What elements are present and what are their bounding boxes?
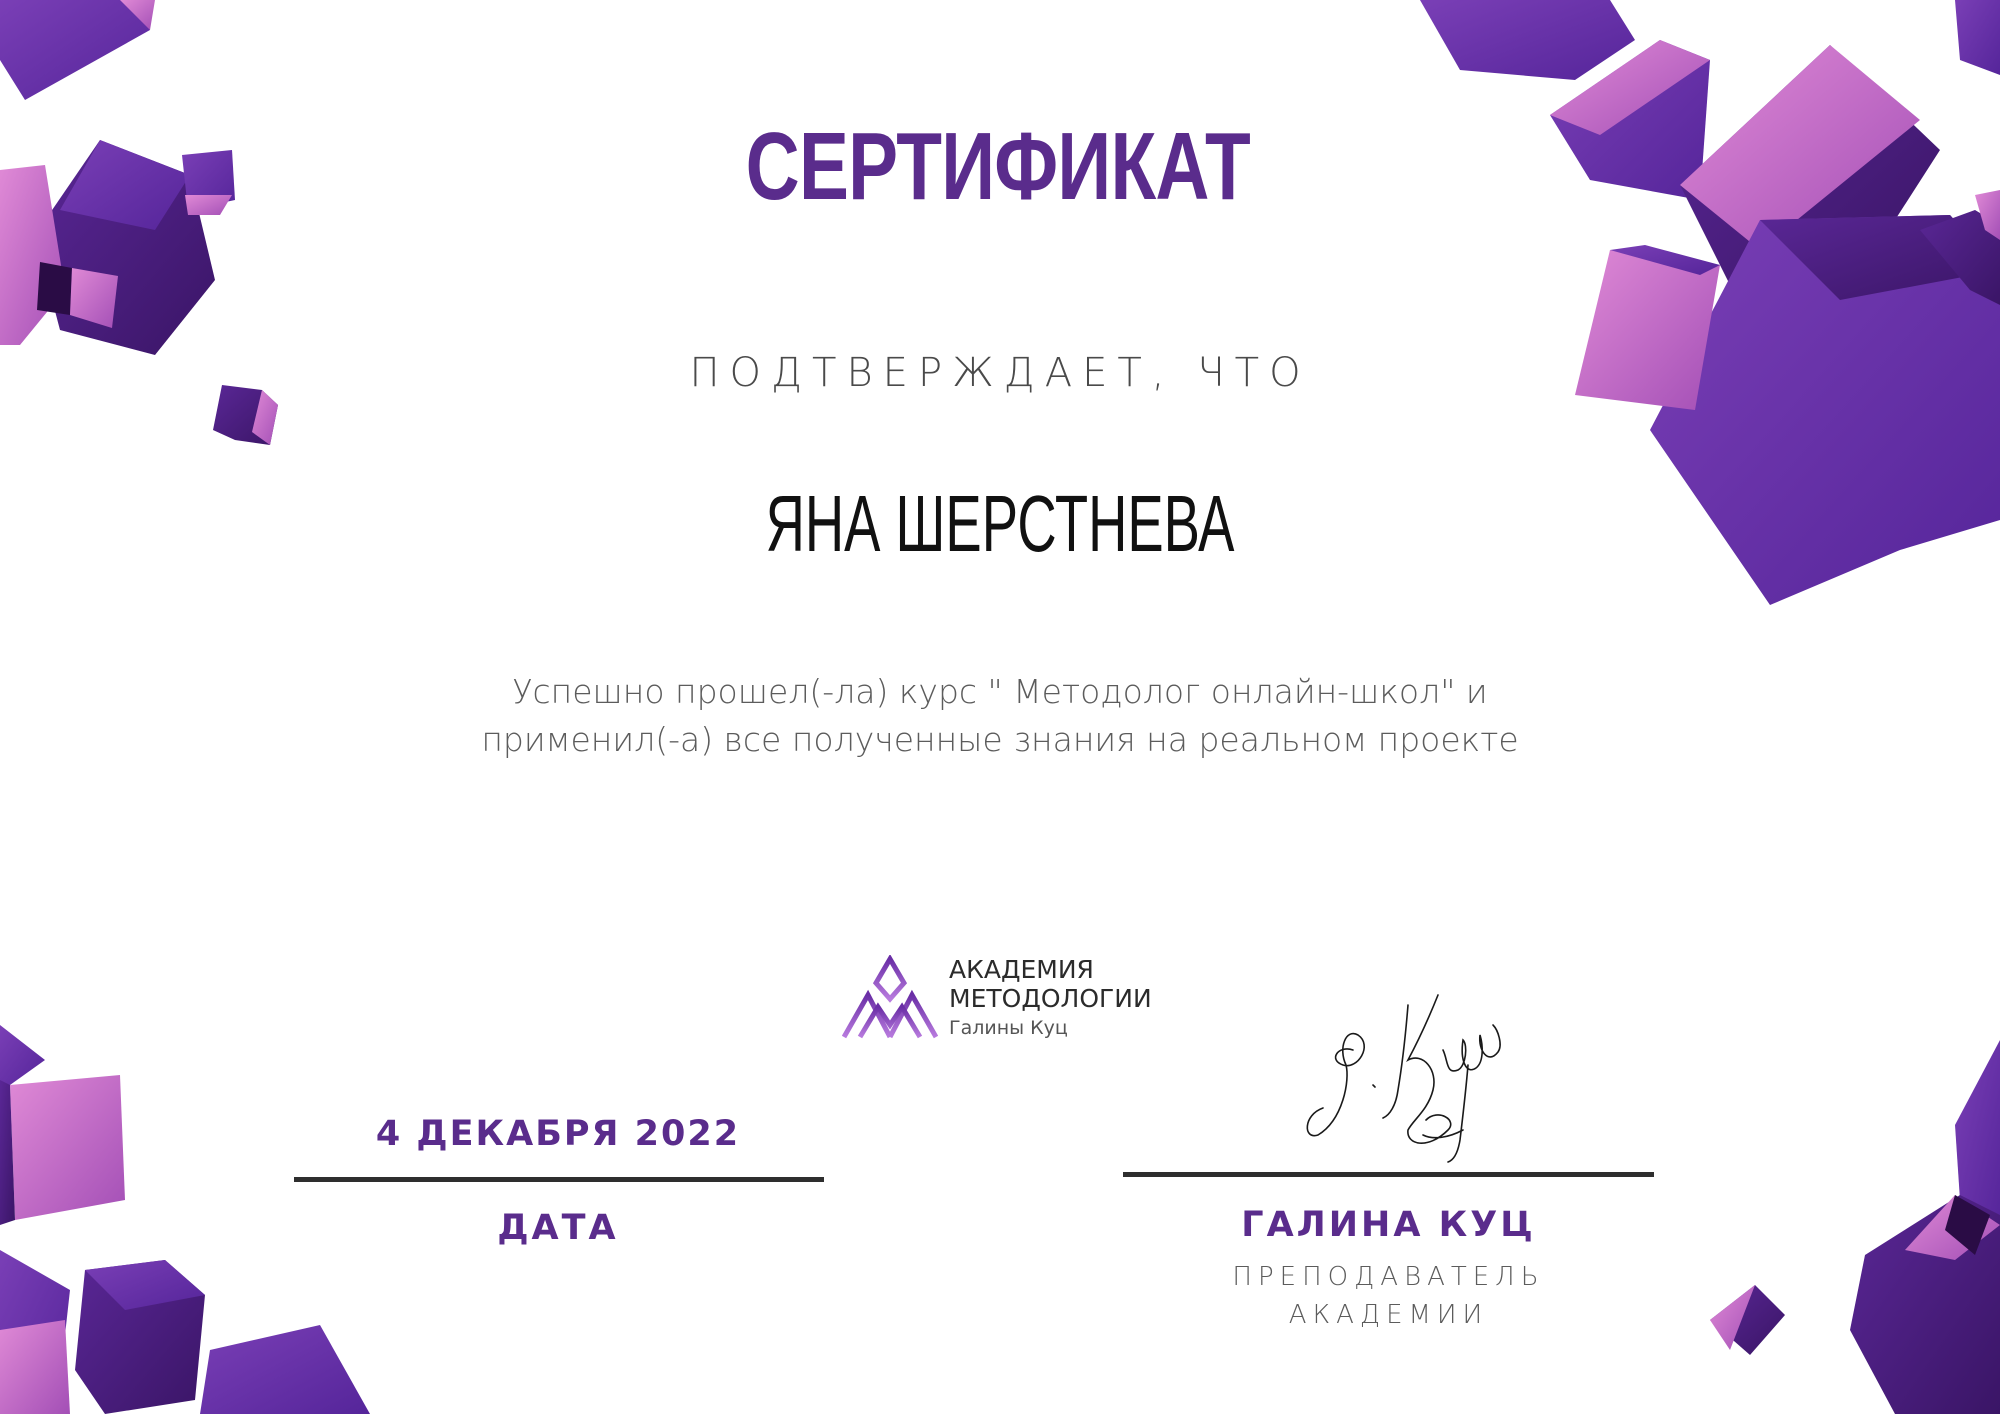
description-line-2: применил(-а) все полученные знания на реальном проекте [481, 720, 1519, 759]
date-label: ДАТА [497, 1208, 619, 1248]
signature-divider [1123, 1172, 1654, 1177]
logo-line-2: МЕТОДОЛОГИИ [949, 984, 1152, 1013]
academy-logo [842, 955, 1172, 1055]
course-description [0, 668, 2000, 764]
signer-role [1120, 1258, 1657, 1334]
cube-bottom-left-1 [0, 1025, 125, 1225]
description-line-1: Успешно прошел(-ла) курс " Методолог онлайн-школ" и [512, 672, 1488, 711]
cube-bottom-left-3 [75, 1260, 205, 1414]
certificate-title: СЕРТИФИКАТ [745, 113, 1250, 220]
cube-bottom-right-3 [1710, 1285, 1785, 1355]
date-value: 4 ДЕКАБРЯ 2022 [375, 1114, 741, 1154]
recipient-name: ЯНА ШЕРСТНЕВА [765, 479, 1235, 568]
cube-bottom-left-4 [200, 1325, 370, 1414]
handwritten-signature [1298, 990, 1508, 1165]
signer-role-line-1: ПРЕПОДАВАТЕЛЬ [1232, 1262, 1545, 1292]
logo-line-1: АКАДЕМИЯ [949, 955, 1094, 984]
logo-line-3: Галины Куц [949, 1017, 1068, 1039]
cube-top-right-1 [1420, 0, 2000, 80]
cube-top-left-1 [0, 0, 155, 100]
cube-top-left-2 [0, 140, 215, 355]
signer-role-line-2: АКАДЕМИИ [1288, 1300, 1489, 1330]
signer-name: ГАЛИНА КУЦ [1241, 1205, 1536, 1245]
triangle-diamond-logo-icon [842, 955, 938, 1041]
confirms-text: ПОДТВЕРЖДАЕТ, ЧТО [689, 350, 1311, 396]
cube-bottom-left-2 [0, 1250, 70, 1414]
cube-bottom-right-2 [1850, 1195, 2000, 1414]
date-divider [294, 1177, 824, 1182]
